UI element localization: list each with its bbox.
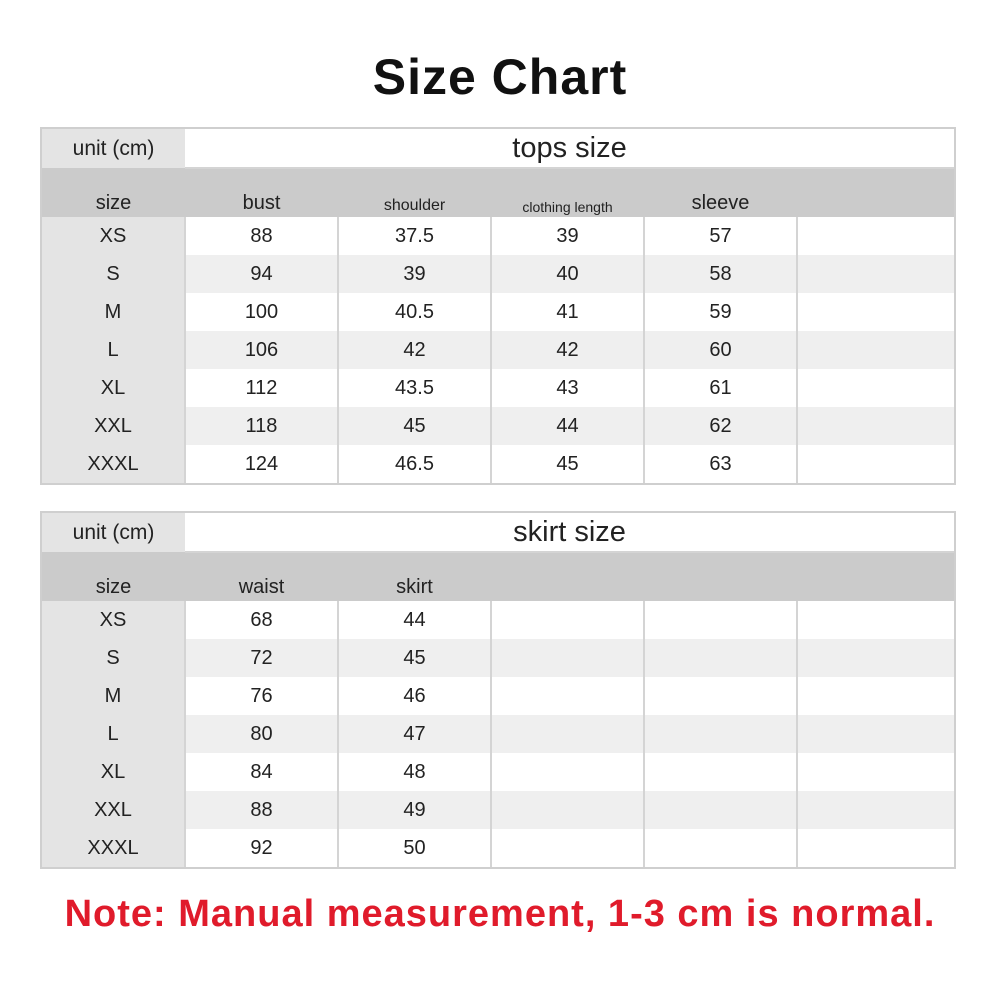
- tops-size-cell: L: [42, 331, 185, 369]
- skirt-value-cell: [491, 791, 644, 829]
- measurement-note: Note: Manual measurement, 1-3 cm is normal.: [64, 893, 936, 935]
- skirt-value-cell: [797, 753, 954, 791]
- tops-table-row: [42, 331, 954, 369]
- tops-value-cell: [797, 369, 954, 407]
- skirt-value-cell: [491, 677, 644, 715]
- tops-table-row: [42, 293, 954, 331]
- skirt-header-waist: waist: [185, 552, 338, 601]
- tops-header-clothing-length: clothing length: [491, 168, 644, 217]
- tops-value-cell: [797, 331, 954, 369]
- skirt-table-row: [42, 677, 954, 715]
- skirt-value-cell: 68: [185, 601, 338, 639]
- tops-value-cell: 40.5: [338, 293, 491, 331]
- skirt-table-row: [42, 753, 954, 791]
- tops-table-row: [42, 445, 954, 483]
- tops-value-cell: 94: [185, 255, 338, 293]
- skirt-size-cell: L: [42, 715, 185, 753]
- skirt-header-row: [42, 552, 954, 601]
- skirt-value-cell: [644, 639, 797, 677]
- tops-table-row: [42, 369, 954, 407]
- skirt-size-cell: XL: [42, 753, 185, 791]
- skirt-value-cell: 92: [185, 829, 338, 867]
- skirt-value-cell: 80: [185, 715, 338, 753]
- tops-value-cell: 39: [491, 217, 644, 255]
- tops-header-row: [42, 168, 954, 217]
- skirt-table-body: [42, 601, 954, 867]
- skirt-header-size: size: [42, 552, 185, 601]
- tops-value-cell: [797, 445, 954, 483]
- skirt-size-cell: XXL: [42, 791, 185, 829]
- skirt-table-row: [42, 601, 954, 639]
- tops-value-cell: 45: [491, 445, 644, 483]
- skirt-value-cell: [797, 715, 954, 753]
- tops-value-cell: 59: [644, 293, 797, 331]
- tops-value-cell: 112: [185, 369, 338, 407]
- skirt-value-cell: [644, 601, 797, 639]
- skirt-size-table: [40, 511, 956, 869]
- skirt-value-cell: [797, 639, 954, 677]
- tops-table-row: [42, 217, 954, 255]
- skirt-value-cell: [491, 601, 644, 639]
- tops-size-cell: XXXL: [42, 445, 185, 483]
- tops-header-size: size: [42, 168, 185, 217]
- tops-title-row: [42, 129, 954, 168]
- skirt-value-cell: [491, 715, 644, 753]
- tops-table-body: [42, 217, 954, 483]
- skirt-value-cell: [491, 829, 644, 867]
- skirt-value-cell: [797, 829, 954, 867]
- skirt-value-cell: 50: [338, 829, 491, 867]
- tops-header-empty: [797, 168, 954, 217]
- tops-value-cell: 88: [185, 217, 338, 255]
- skirt-value-cell: [797, 677, 954, 715]
- skirt-header-empty: [644, 552, 797, 601]
- skirt-table-title: skirt size: [185, 513, 954, 552]
- skirt-table-row: [42, 715, 954, 753]
- skirt-header-empty: [797, 552, 954, 601]
- tops-size-cell: M: [42, 293, 185, 331]
- skirt-value-cell: [491, 639, 644, 677]
- tops-value-cell: 41: [491, 293, 644, 331]
- skirt-value-cell: 48: [338, 753, 491, 791]
- tops-header-shoulder: shoulder: [338, 168, 491, 217]
- skirt-value-cell: [644, 677, 797, 715]
- tops-value-cell: 39: [338, 255, 491, 293]
- skirt-size-cell: M: [42, 677, 185, 715]
- tops-table-row: [42, 255, 954, 293]
- tops-value-cell: 45: [338, 407, 491, 445]
- tops-value-cell: 58: [644, 255, 797, 293]
- page-title: Size Chart: [372, 49, 628, 105]
- tops-table-title: tops size: [185, 129, 954, 168]
- skirt-value-cell: 44: [338, 601, 491, 639]
- tops-value-cell: 61: [644, 369, 797, 407]
- tops-value-cell: 43.5: [338, 369, 491, 407]
- skirt-value-cell: [644, 829, 797, 867]
- tops-value-cell: [797, 293, 954, 331]
- skirt-table-row: [42, 791, 954, 829]
- tops-value-cell: 42: [491, 331, 644, 369]
- tops-value-cell: [797, 255, 954, 293]
- tops-value-cell: 62: [644, 407, 797, 445]
- skirt-header-empty: [491, 552, 644, 601]
- tops-value-cell: 37.5: [338, 217, 491, 255]
- tops-size-cell: S: [42, 255, 185, 293]
- skirt-value-cell: [797, 791, 954, 829]
- skirt-value-cell: 88: [185, 791, 338, 829]
- skirt-title-row: [42, 513, 954, 552]
- tops-value-cell: 40: [491, 255, 644, 293]
- skirt-value-cell: 47: [338, 715, 491, 753]
- skirt-size-cell: XXXL: [42, 829, 185, 867]
- tops-value-cell: 44: [491, 407, 644, 445]
- tops-value-cell: 106: [185, 331, 338, 369]
- skirt-value-cell: 72: [185, 639, 338, 677]
- skirt-value-cell: [644, 791, 797, 829]
- tops-value-cell: 124: [185, 445, 338, 483]
- tops-table-row: [42, 407, 954, 445]
- skirt-table-row: [42, 829, 954, 867]
- tops-value-cell: 57: [644, 217, 797, 255]
- skirt-value-cell: [491, 753, 644, 791]
- tops-unit-label: unit (cm): [42, 129, 185, 168]
- skirt-size-cell: XS: [42, 601, 185, 639]
- tops-header-bust: bust: [185, 168, 338, 217]
- tops-size-cell: XL: [42, 369, 185, 407]
- skirt-value-cell: 46: [338, 677, 491, 715]
- skirt-value-cell: [644, 715, 797, 753]
- tops-value-cell: 100: [185, 293, 338, 331]
- skirt-table-row: [42, 639, 954, 677]
- skirt-size-cell: S: [42, 639, 185, 677]
- skirt-value-cell: [797, 601, 954, 639]
- skirt-value-cell: 84: [185, 753, 338, 791]
- tops-size-table: [40, 127, 956, 485]
- tops-size-cell: XXL: [42, 407, 185, 445]
- tops-value-cell: [797, 217, 954, 255]
- skirt-value-cell: 45: [338, 639, 491, 677]
- tops-value-cell: 118: [185, 407, 338, 445]
- tops-value-cell: 46.5: [338, 445, 491, 483]
- tops-value-cell: 43: [491, 369, 644, 407]
- tops-header-sleeve: sleeve: [644, 168, 797, 217]
- skirt-value-cell: 49: [338, 791, 491, 829]
- skirt-value-cell: 76: [185, 677, 338, 715]
- skirt-unit-label: unit (cm): [42, 513, 185, 552]
- tops-value-cell: 63: [644, 445, 797, 483]
- tops-value-cell: 60: [644, 331, 797, 369]
- tops-value-cell: [797, 407, 954, 445]
- skirt-value-cell: [644, 753, 797, 791]
- tops-size-cell: XS: [42, 217, 185, 255]
- skirt-header-skirt: skirt: [338, 552, 491, 601]
- tops-value-cell: 42: [338, 331, 491, 369]
